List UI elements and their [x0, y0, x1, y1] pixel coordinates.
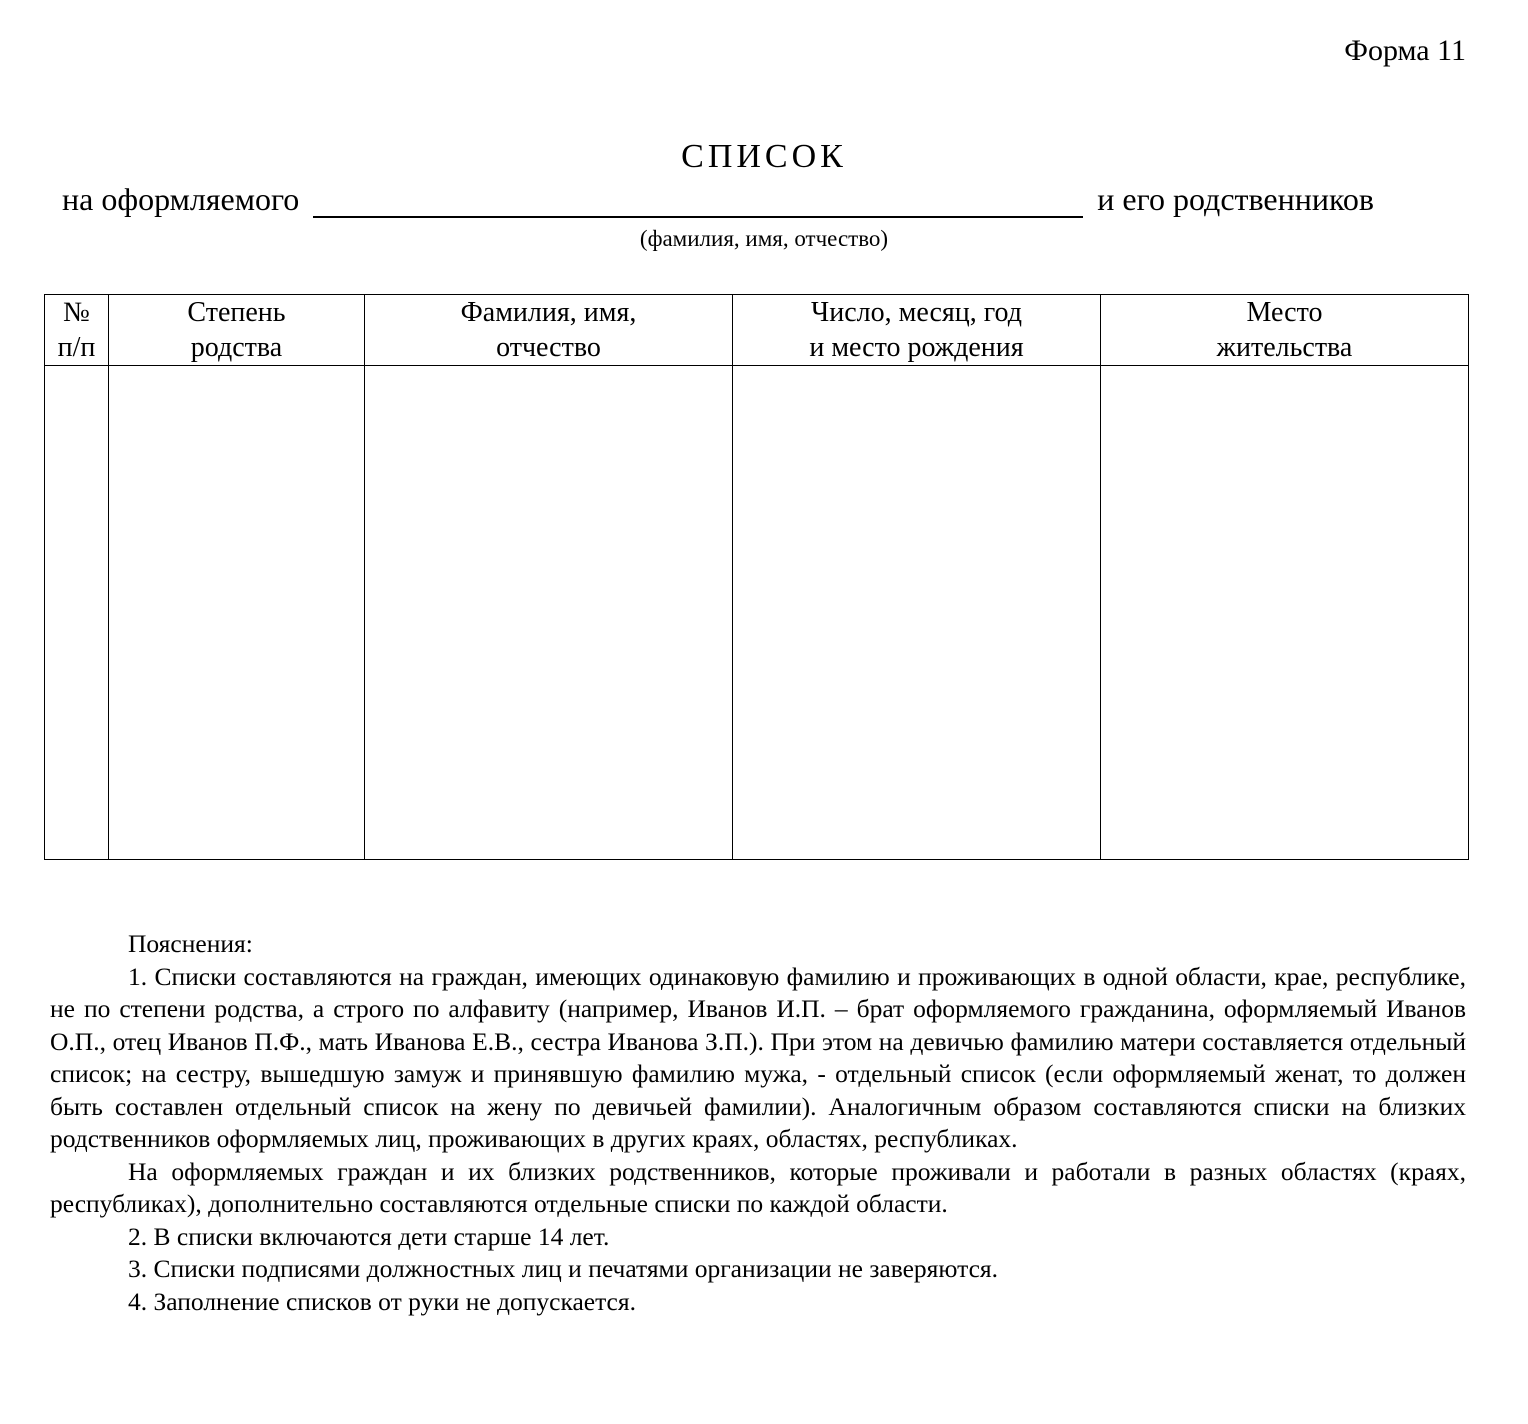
table-header-row — [45, 295, 1469, 366]
column-header-line: и место рождения — [809, 332, 1024, 363]
column-header-line: родства — [190, 332, 283, 363]
table-cell-number[interactable] — [45, 366, 109, 860]
column-header-line: Фамилия, имя, — [460, 297, 637, 328]
note-paragraph: На оформляемых граждан и их близких родственников, которые проживали и работали в разных областях (краях, республиках), дополнительно составляются отдельные списки по каждой области. — [50, 1156, 1466, 1218]
subtitle-prefix: на оформляемого — [62, 181, 300, 217]
column-header-relation — [109, 295, 365, 366]
name-field-hint: (фамилия, имя, отчество) — [639, 226, 889, 251]
document-title: СПИСОК — [681, 138, 847, 175]
column-header-residence — [1101, 295, 1469, 366]
table-cell-birth[interactable] — [733, 366, 1101, 860]
note-paragraph: 4. Заполнение списков от руки не допускается. — [128, 1286, 636, 1316]
subtitle-suffix: и его родственников — [1097, 181, 1375, 217]
notes-section — [50, 928, 1466, 1318]
notes-heading: Пояснения: — [128, 929, 253, 958]
column-header-line: № — [63, 297, 90, 328]
column-header-line: п/п — [57, 332, 96, 363]
column-header-line: Степень — [187, 297, 286, 328]
table-cell-full-name[interactable] — [365, 366, 733, 860]
column-header-full-name — [365, 295, 733, 366]
note-paragraph: 1. Списки составляются на граждан, имеющих одинаковую фамилию и проживающих в одной области, крае, республике, не по степени родства, а строго по алфавиту (например, Иванов И.П. – брат оформляемого гражданина, оформляемый Иванов О.П., отец Иванов П.Ф., мать Иванова Е.В., сестра Иванова З.П.). При этом на девичью фамилию матери составляется отдельный список; на сестру, вышедшую замуж и принявшую фамилию мужа, - отдельный список (если оформляемый женат, то должен быть составлен отдельный список на жену по девичьей фамилии). Аналогичным образом составляются списки на близких родственников оформляемых лиц, проживающих в других краях, областях, республиках. — [50, 961, 1466, 1153]
table-cell-residence[interactable] — [1101, 366, 1469, 860]
form-number: Форма 11 — [1344, 34, 1466, 67]
column-header-line: Число, месяц, год — [811, 297, 1022, 328]
table-row — [45, 366, 1469, 860]
note-paragraph: 2. В списки включаются дети старше 14 лет. — [128, 1221, 610, 1251]
relatives-table — [44, 294, 1469, 860]
table-cell-relation[interactable] — [109, 366, 365, 860]
column-header-birth — [733, 295, 1101, 366]
column-header-line: жительства — [1216, 332, 1353, 363]
subtitle-row — [62, 180, 1452, 218]
column-header-number — [45, 295, 109, 366]
column-header-line: отчество — [496, 332, 601, 363]
column-header-line: Место — [1246, 297, 1323, 328]
name-blank-line[interactable] — [313, 180, 1083, 218]
note-paragraph: 3. Списки подписями должностных лиц и печатями организации не заверяются. — [128, 1254, 999, 1283]
